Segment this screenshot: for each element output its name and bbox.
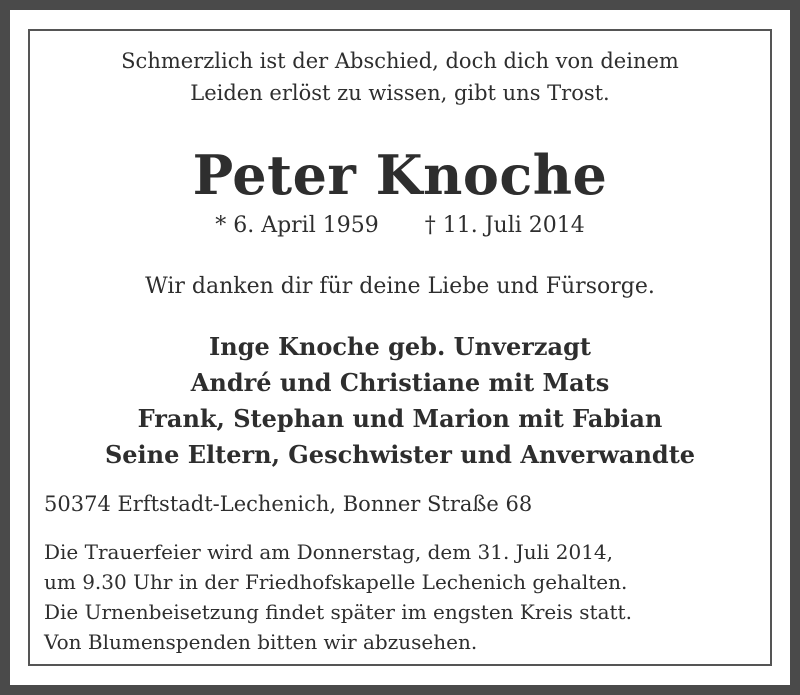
mourner-line: André und Christiane mit Mats <box>190 368 610 397</box>
info-line: Die Trauerfeier wird am Donnerstag, dem 31. Juli 2014, <box>44 540 614 564</box>
birth-date: * 6. April 1959 <box>215 213 379 238</box>
intro-quote <box>30 45 770 109</box>
info-line: Die Urnenbeisetzung findet später im engsten Kreis statt. <box>44 600 632 624</box>
intro-line: Schmerzlich ist der Abschied, doch dich von deinem <box>121 49 679 73</box>
mourner-line: Seine Eltern, Geschwister und Anverwandte <box>104 440 696 469</box>
mourners-list <box>30 329 770 473</box>
mourner-line: Inge Knoche geb. Unverzagt <box>209 332 591 361</box>
notice-frame <box>10 10 790 685</box>
obituary-notice <box>28 29 772 666</box>
intro-line: Leiden erlöst zu wissen, gibt uns Trost. <box>190 81 610 105</box>
address-line: 50374 Erftstadt-Lechenich, Bonner Straße 68 <box>44 492 533 516</box>
death-date: † 11. Juli 2014 <box>424 213 585 238</box>
info-line: Von Blumenspenden bitten wir abzusehen. <box>44 630 478 654</box>
info-line: um 9.30 Uhr in der Friedhofskapelle Lechenich gehalten. <box>44 570 628 594</box>
funeral-info <box>44 537 632 657</box>
deceased-name: Peter Knoche <box>192 143 608 207</box>
thanks-line: Wir danken dir für deine Liebe und Fürsorge. <box>145 274 655 299</box>
life-dates <box>30 211 770 241</box>
mourner-line: Frank, Stephan und Marion mit Fabian <box>137 404 663 433</box>
